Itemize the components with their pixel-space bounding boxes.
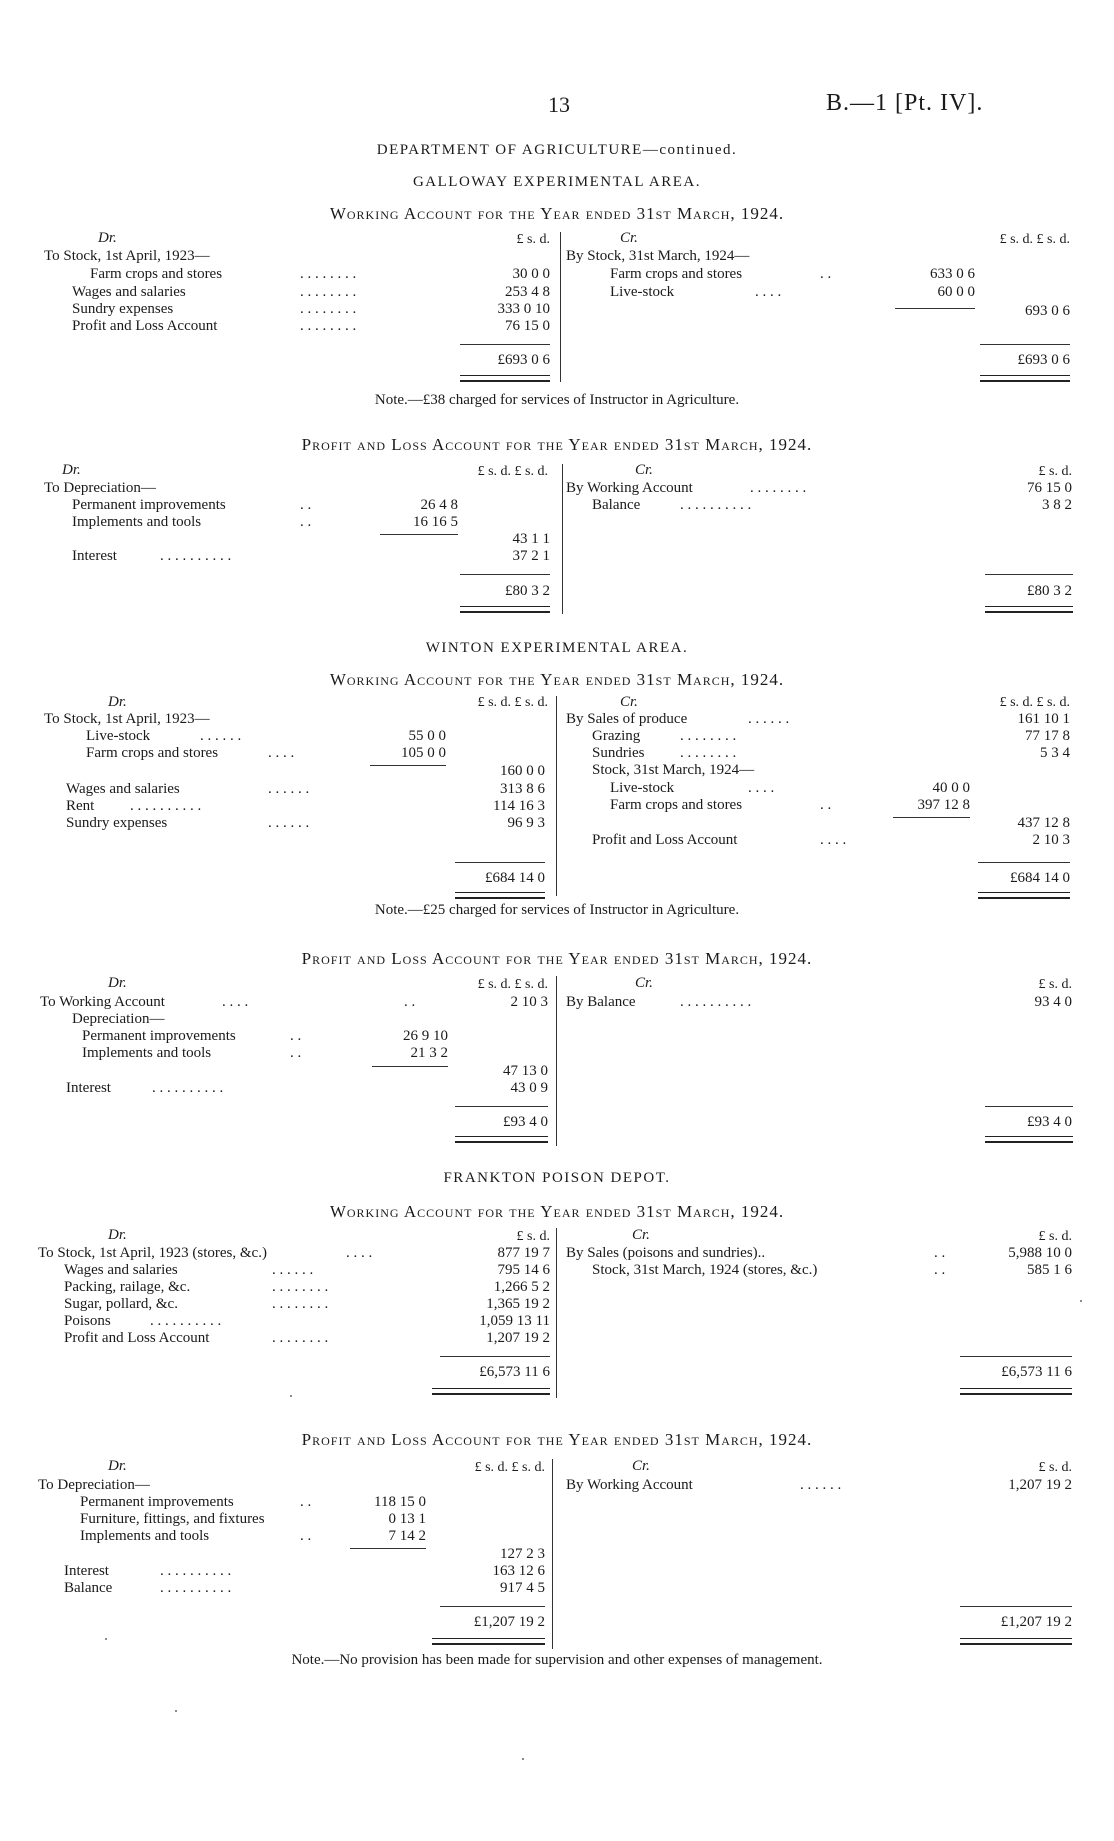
ledger-line: Implements and tools xyxy=(72,514,202,530)
ledger-line: By Sales (poisons and sundries).. xyxy=(566,1245,766,1261)
amount: 55 0 0 xyxy=(408,728,446,744)
leader-dots: . . . . . . xyxy=(272,1262,314,1278)
leader-dots: . . xyxy=(300,514,312,530)
leader-dots: . . xyxy=(300,1528,312,1544)
note: Note.—£25 charged for services of Instructor in Agriculture. xyxy=(374,902,740,918)
amount: 160 0 0 xyxy=(500,763,545,779)
amount: 5 3 4 xyxy=(1040,745,1070,761)
cr-label: Cr. xyxy=(632,1458,650,1474)
ledger-line: Wages and salaries xyxy=(64,1262,178,1278)
column-divider xyxy=(562,464,563,614)
ledger-line: Profit and Loss Account xyxy=(72,318,218,334)
column-header: £ s. d. xyxy=(1038,1460,1072,1475)
ledger-line: Balance xyxy=(64,1580,113,1596)
rule xyxy=(440,1606,545,1607)
ledger-line: Live-stock xyxy=(610,284,675,300)
column-header: £ s. d. £ s. d. xyxy=(477,695,548,710)
double-rule xyxy=(985,1136,1073,1143)
amount: 105 0 0 xyxy=(401,745,446,761)
leader-dots: . . . . . . . . xyxy=(300,301,357,317)
rule xyxy=(460,574,550,575)
rule xyxy=(980,344,1070,345)
dr-label: Dr. xyxy=(98,230,117,246)
amount: 313 8 6 xyxy=(500,781,545,797)
amount: 1,059 13 11 xyxy=(479,1313,550,1329)
cr-label: Cr. xyxy=(632,1227,650,1243)
dr-label: Dr. xyxy=(108,975,127,991)
leader-dots: . . xyxy=(300,1494,312,1510)
column-header: £ s. d. xyxy=(516,1229,550,1244)
ledger-line: To Stock, 1st April, 1923— xyxy=(44,248,210,264)
leader-dots: . . . . . . . . . . xyxy=(160,1580,232,1596)
column-header: £ s. d. xyxy=(1038,977,1072,992)
leader-dots: . . xyxy=(934,1245,946,1261)
leader-dots: . . . . . . xyxy=(268,781,310,797)
rule xyxy=(985,1106,1073,1107)
ledger-line: Profit and Loss Account xyxy=(64,1330,210,1346)
amount: 397 12 8 xyxy=(917,797,970,813)
ledger-line: Balance xyxy=(592,497,641,513)
ledger-line: Permanent improvements xyxy=(80,1494,234,1510)
winton-working-title: Working Account for the Year ended 31st March, 1924. xyxy=(329,670,785,689)
column-divider xyxy=(556,976,557,1146)
amount: 633 0 6 xyxy=(930,266,975,282)
ledger-line: Farm crops and stores xyxy=(610,266,743,282)
total-amount: £684 14 0 xyxy=(1010,870,1070,886)
ledger-line: Packing, railage, &c. xyxy=(64,1279,191,1295)
amount: 5,988 10 0 xyxy=(1008,1245,1072,1261)
leader-dots: . . xyxy=(290,1028,302,1044)
ledger-line: To Working Account xyxy=(40,994,165,1010)
ledger-line: Sundry expenses xyxy=(72,301,174,317)
ledger-line: By Working Account xyxy=(566,480,693,496)
leader-dots: . . xyxy=(290,1045,302,1061)
column-header: £ s. d. £ s. d. xyxy=(999,232,1070,247)
leader-dots: . . . . xyxy=(748,780,775,796)
department-heading: DEPARTMENT OF AGRICULTURE—continued. xyxy=(376,142,738,158)
total-amount: £1,207 19 2 xyxy=(1000,1614,1072,1630)
column-header: £ s. d. xyxy=(1038,464,1072,479)
ledger-line: Interest xyxy=(72,548,117,564)
leader-dots: . . xyxy=(934,1262,946,1278)
column-divider xyxy=(556,1228,557,1398)
column-header: £ s. d. £ s. d. xyxy=(477,977,548,992)
ledger-line: Poisons xyxy=(64,1313,111,1329)
ledger-line: Rent xyxy=(66,798,95,814)
column-header: £ s. d. xyxy=(516,232,550,247)
scan-speck xyxy=(175,1710,177,1712)
ledger-line: Depreciation— xyxy=(72,1011,165,1027)
column-divider xyxy=(556,696,557,896)
dr-label: Dr. xyxy=(108,694,127,710)
column-header: £ s. d. £ s. d. xyxy=(999,695,1070,710)
amount: 76 15 0 xyxy=(1027,480,1072,496)
column-header: £ s. d. £ s. d. xyxy=(477,464,548,479)
double-rule xyxy=(432,1638,545,1645)
ledger-line: Permanent improvements xyxy=(82,1028,236,1044)
total-amount: £693 0 6 xyxy=(497,352,550,368)
leader-dots: . . . . . . . . xyxy=(272,1330,329,1346)
leader-dots: . . . . . . . . xyxy=(750,480,807,496)
amount: 2 10 3 xyxy=(1032,832,1070,848)
amount: 118 15 0 xyxy=(374,1494,426,1510)
ledger-line: Stock, 31st March, 1924— xyxy=(592,762,755,778)
scan-speck xyxy=(522,1758,524,1760)
leader-dots: . . . . . . . . . . xyxy=(680,497,752,513)
total-amount: £684 14 0 xyxy=(485,870,545,886)
amount: 77 17 8 xyxy=(1025,728,1070,744)
double-rule xyxy=(985,606,1073,613)
amount: 76 15 0 xyxy=(505,318,550,334)
cr-label: Cr. xyxy=(620,694,638,710)
rule xyxy=(455,862,545,863)
double-rule xyxy=(432,1388,550,1395)
frankton-area-heading: FRANKTON POISON DEPOT. xyxy=(443,1170,671,1186)
leader-dots: . . . . xyxy=(222,994,249,1010)
ledger-line: Farm crops and stores xyxy=(86,745,219,761)
ledger-line: To Depreciation— xyxy=(44,480,156,496)
ledger-line: Sundries xyxy=(592,745,645,761)
amount: 877 19 7 xyxy=(497,1245,550,1261)
amount: 60 0 0 xyxy=(937,284,975,300)
ledger-line: Sugar, pollard, &c. xyxy=(64,1296,178,1312)
amount: 26 4 8 xyxy=(420,497,458,513)
leader-dots: . . . . . . . . xyxy=(272,1279,329,1295)
total-amount: £6,573 11 6 xyxy=(479,1364,550,1380)
page-number: 13 xyxy=(548,92,570,117)
page-reference: B.—1 [Pt. IV]. xyxy=(826,90,984,116)
ledger-line: Permanent improvements xyxy=(72,497,226,513)
amount: 21 3 2 xyxy=(410,1045,448,1061)
column-header: £ s. d. £ s. d. xyxy=(474,1460,545,1475)
amount: 47 13 0 xyxy=(503,1063,548,1079)
column-divider xyxy=(552,1459,553,1649)
leader-dots: . . . . . . . . xyxy=(300,318,357,334)
winton-pl-title: Profit and Loss Account for the Year ended 31st March, 1924. xyxy=(301,949,813,968)
double-rule xyxy=(980,375,1070,382)
rule xyxy=(460,344,550,345)
ledger-line: Wages and salaries xyxy=(66,781,180,797)
ledger-line: Profit and Loss Account xyxy=(592,832,738,848)
frankton-pl-title: Profit and Loss Account for the Year ended 31st March, 1924. xyxy=(301,1430,813,1449)
leader-dots: . . xyxy=(820,266,832,282)
leader-dots: . . . . . . . . xyxy=(680,745,737,761)
galloway-working-title: Working Account for the Year ended 31st March, 1924. xyxy=(329,204,785,223)
ledger-line: By Balance xyxy=(566,994,636,1010)
leader-dots: . . . . . . xyxy=(268,815,310,831)
amount: 1,207 19 2 xyxy=(1008,1477,1072,1493)
amount: 585 1 6 xyxy=(1027,1262,1072,1278)
leader-dots: . . . . xyxy=(755,284,782,300)
ledger-line: Sundry expenses xyxy=(66,815,168,831)
amount: 7 14 2 xyxy=(388,1528,426,1544)
cr-label: Cr. xyxy=(635,462,653,478)
ledger-line: Stock, 31st March, 1924 (stores, &c.) xyxy=(592,1262,818,1278)
amount: 693 0 6 xyxy=(1025,303,1070,319)
ledger-line: By Working Account xyxy=(566,1477,693,1493)
leader-dots: . . . . . . . . . . xyxy=(680,994,752,1010)
note: Note.—No provision has been made for supervision and other expenses of management. xyxy=(291,1652,823,1668)
total-amount: £1,207 19 2 xyxy=(473,1614,545,1630)
ledger-line: Implements and tools xyxy=(82,1045,212,1061)
amount: 127 2 3 xyxy=(500,1546,545,1562)
total-amount: £93 4 0 xyxy=(1027,1114,1072,1130)
leader-dots: . . . . xyxy=(268,745,295,761)
total-amount: £6,573 11 6 xyxy=(1001,1364,1072,1380)
amount: 3 8 2 xyxy=(1042,497,1072,513)
note: Note.—£38 charged for services of Instructor in Agriculture. xyxy=(374,392,740,408)
leader-dots: . . . . . . . . xyxy=(300,284,357,300)
cr-label: Cr. xyxy=(635,975,653,991)
leader-dots: . . . . . . . . . . xyxy=(150,1313,222,1329)
rule xyxy=(978,862,1070,863)
leader-dots: . . . . . . . . xyxy=(272,1296,329,1312)
amount: 161 10 1 xyxy=(1017,711,1070,727)
ledger-line: Wages and salaries xyxy=(72,284,186,300)
amount: 0 13 1 xyxy=(388,1511,426,1527)
frankton-working-title: Working Account for the Year ended 31st March, 1924. xyxy=(329,1202,785,1221)
rule xyxy=(440,1356,550,1357)
ledger-line: Implements and tools xyxy=(80,1528,210,1544)
total-amount: £693 0 6 xyxy=(1017,352,1070,368)
ledger-line: To Stock, 1st April, 1923— xyxy=(44,711,210,727)
ledger-line: To Stock, 1st April, 1923 (stores, &c.) xyxy=(38,1245,267,1261)
amount: 16 16 5 xyxy=(413,514,458,530)
amount: 40 0 0 xyxy=(932,780,970,796)
rule xyxy=(893,817,970,818)
amount: 93 4 0 xyxy=(1034,994,1072,1010)
ledger-line: Furniture, fittings, and fixtures xyxy=(80,1511,265,1527)
leader-dots: . . . . . . . . . . xyxy=(152,1080,224,1096)
leader-dots: . . . . . . . . . . xyxy=(160,1563,232,1579)
double-rule xyxy=(960,1638,1072,1645)
cr-label: Cr. xyxy=(620,230,638,246)
rule xyxy=(372,1066,448,1067)
amount: 114 16 3 xyxy=(493,798,545,814)
column-divider xyxy=(560,232,561,382)
amount: 253 4 8 xyxy=(505,284,550,300)
rule xyxy=(350,1548,426,1549)
ledger-line: Interest xyxy=(64,1563,109,1579)
rule xyxy=(380,534,458,535)
rule xyxy=(985,574,1073,575)
leader-dots: . . . . . . xyxy=(748,711,790,727)
ledger-line: To Depreciation— xyxy=(38,1477,150,1493)
column-header: £ s. d. xyxy=(1038,1229,1072,1244)
rule xyxy=(960,1356,1072,1357)
double-rule xyxy=(455,892,545,899)
scan-speck xyxy=(1080,1300,1082,1302)
amount: 1,365 19 2 xyxy=(486,1296,550,1312)
leader-dots: . . . . . . . . xyxy=(680,728,737,744)
ledger-line: By Sales of produce xyxy=(566,711,688,727)
amount: 1,266 5 2 xyxy=(493,1279,550,1295)
double-rule xyxy=(455,1136,548,1143)
leader-dots: . . xyxy=(404,994,416,1010)
scan-speck xyxy=(105,1638,107,1640)
galloway-area-heading: GALLOWAY EXPERIMENTAL AREA. xyxy=(412,174,702,190)
ledger-line: Interest xyxy=(66,1080,111,1096)
leader-dots: . . xyxy=(300,497,312,513)
amount: 43 0 9 xyxy=(510,1080,548,1096)
leader-dots: . . . . . . . . xyxy=(300,266,357,282)
scan-speck xyxy=(290,1395,292,1397)
amount: 163 12 6 xyxy=(492,1563,545,1579)
rule xyxy=(455,1106,548,1107)
double-rule xyxy=(960,1388,1072,1395)
ledger-line: Grazing xyxy=(592,728,641,744)
leader-dots: . . . . xyxy=(820,832,847,848)
ledger-line: By Stock, 31st March, 1924— xyxy=(566,248,750,264)
ledger-line: Farm crops and stores xyxy=(610,797,743,813)
total-amount: £93 4 0 xyxy=(503,1114,548,1130)
ledger-line: Live-stock xyxy=(610,780,675,796)
amount: 43 1 1 xyxy=(512,531,550,547)
amount: 96 9 3 xyxy=(507,815,545,831)
amount: 917 4 5 xyxy=(500,1580,545,1596)
dr-label: Dr. xyxy=(62,462,81,478)
ledger-line: Farm crops and stores xyxy=(90,266,223,282)
amount: 2 10 3 xyxy=(510,994,548,1010)
amount: 26 9 10 xyxy=(403,1028,448,1044)
galloway-pl-title: Profit and Loss Account for the Year ended 31st March, 1924. xyxy=(301,435,813,454)
amount: 333 0 10 xyxy=(497,301,550,317)
double-rule xyxy=(460,606,550,613)
total-amount: £80 3 2 xyxy=(505,583,550,599)
leader-dots: . . . . . . . . . . xyxy=(130,798,202,814)
leader-dots: . . . . xyxy=(346,1245,373,1261)
dr-label: Dr. xyxy=(108,1458,127,1474)
leader-dots: . . xyxy=(820,797,832,813)
amount: 437 12 8 xyxy=(1017,815,1070,831)
winton-area-heading: WINTON EXPERIMENTAL AREA. xyxy=(425,640,689,656)
double-rule xyxy=(978,892,1070,899)
rule xyxy=(370,765,446,766)
leader-dots: . . . . . . . . . . xyxy=(160,548,232,564)
amount: 30 0 0 xyxy=(512,266,550,282)
leader-dots: . . . . . . xyxy=(200,728,242,744)
amount: 795 14 6 xyxy=(497,1262,550,1278)
dr-label: Dr. xyxy=(108,1227,127,1243)
ledger-line: Live-stock xyxy=(86,728,151,744)
amount: 1,207 19 2 xyxy=(486,1330,550,1346)
rule xyxy=(960,1606,1072,1607)
total-amount: £80 3 2 xyxy=(1027,583,1072,599)
amount: 37 2 1 xyxy=(512,548,550,564)
double-rule xyxy=(460,375,550,382)
leader-dots: . . . . . . xyxy=(800,1477,842,1493)
